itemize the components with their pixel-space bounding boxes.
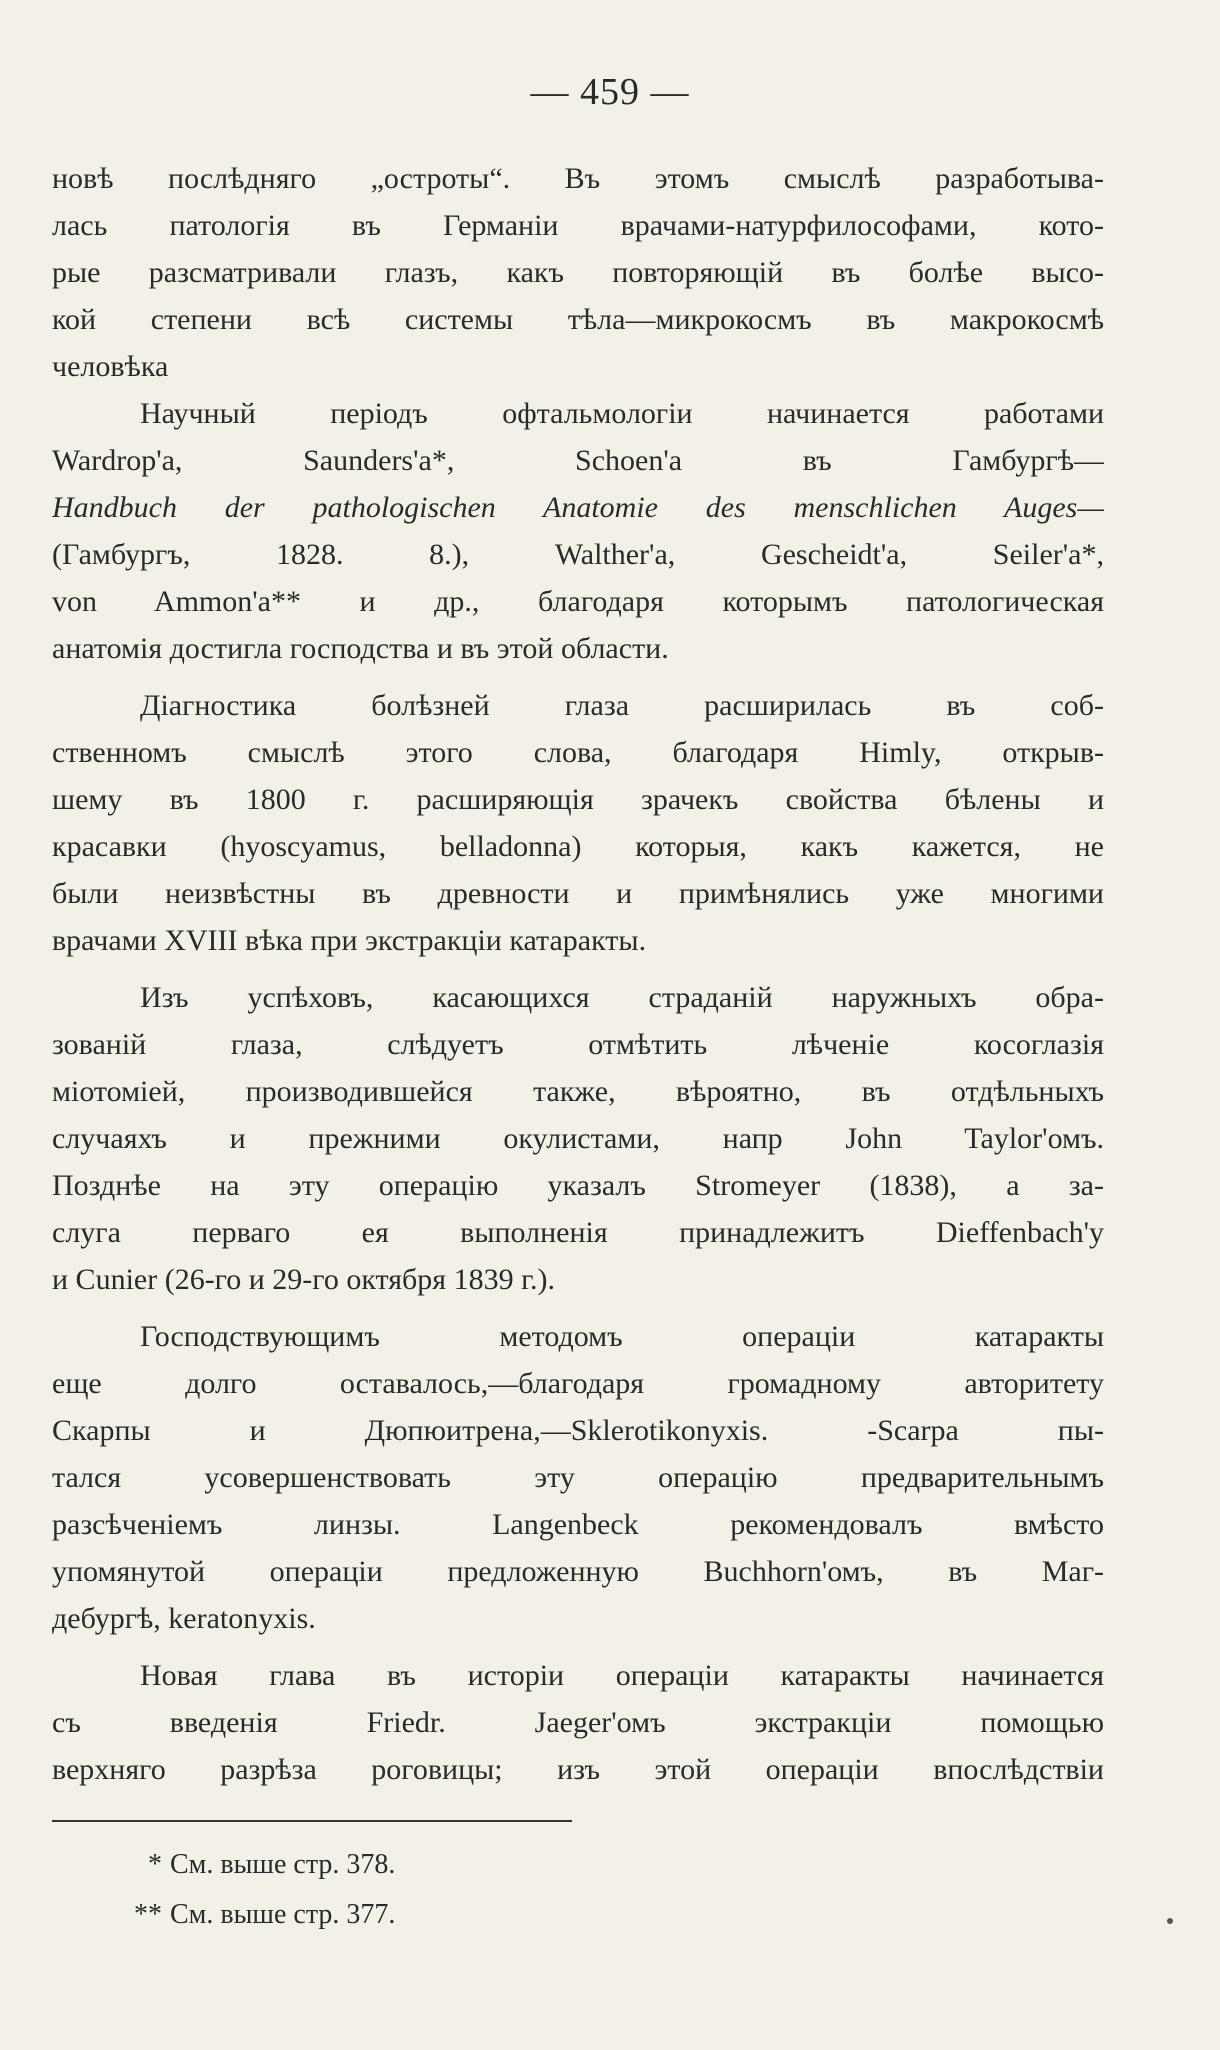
text-line: зованій глаза, слѣдуетъ отмѣтить лѣченіе косоглазія [52, 1028, 1104, 1061]
text-line: слуга перваго ея выполненія принадлежитъ Dieffenbach'y [52, 1216, 1104, 1249]
body-text [52, 155, 1104, 1793]
text-line: лась патологія въ Германіи врачами-натурфилософами, кото- [52, 209, 1104, 242]
text-line: Новая глава въ исторіи операціи катаракты начинается [140, 1659, 1104, 1692]
paragraph-3 [52, 682, 1104, 964]
footnote-mark: * [148, 1849, 162, 1880]
footnote-text: См. выше стр. 378. [170, 1849, 396, 1880]
text-line: Скарпы и Дюпюитрена,—Sklerotikonyxis. -Scarpa пы- [52, 1414, 1104, 1447]
text-line: новѣ послѣдняго „остроты“. Въ этомъ смыслѣ разработыва- [52, 162, 1104, 195]
footnote-text: См. выше стр. 377. [170, 1899, 396, 1930]
text-line: ственномъ смыслѣ этого слова, благодаря Himly, открыв- [52, 736, 1104, 769]
text-line: съ введенія Friedr. Jaeger'омъ экстракціи помощью [52, 1706, 1104, 1739]
text-line: рые разсматривали глазъ, какъ повторяющій въ болѣе высо- [52, 256, 1104, 289]
text-line: міотоміей, производившейся также, вѣроятно, въ отдѣльныхъ [52, 1075, 1104, 1108]
text-line: Діагностика болѣзней глаза расширилась въ соб- [140, 689, 1104, 722]
text-line: Wardrop'a, Saunders'a*, Schoen'a въ Гамбургѣ— [52, 444, 1104, 477]
text-line: von Ammon'a** и др., благодаря которымъ патологическая [52, 585, 1104, 618]
footnote-divider [52, 1820, 572, 1822]
footnote-mark: ** [134, 1899, 162, 1930]
text-line: дебургѣ, keratonyxis. [52, 1602, 316, 1635]
text-line: случаяхъ и прежними окулистами, напр John Taylor'омъ. [52, 1122, 1104, 1155]
paragraph-6 [52, 1652, 1104, 1793]
paragraph-2 [52, 390, 1104, 672]
text-line: верхняго разрѣза роговицы; изъ этой операціи впослѣдствіи [52, 1753, 1104, 1786]
paragraph-1 [52, 155, 1104, 390]
text-line: Handbuch der pathologischen Anatomie des menschlichen Auges— [52, 491, 1104, 524]
text-line: были неизвѣстны въ древности и примѣнялись уже многими [52, 877, 1104, 910]
footnotes [120, 1840, 395, 1940]
text-line: человѣка [52, 350, 169, 383]
text-line: Позднѣе на эту операцію указалъ Stromeyer (1838), а за- [52, 1169, 1104, 1202]
paragraph-4 [52, 974, 1104, 1303]
text-line: красавки (hyoscyamus, belladonna) которыя, какъ кажется, не [52, 830, 1104, 863]
text-line: кой степени всѣ системы тѣла—микрокосмъ въ макрокосмѣ [52, 303, 1104, 336]
page-number: — 459 — [530, 71, 690, 113]
text-line: еще долго оставалось,—благодаря громадному авторитету [52, 1367, 1104, 1400]
text-line: Господствующимъ методомъ операціи катаракты [140, 1320, 1104, 1353]
text-line: шему въ 1800 г. расширяющія зрачекъ свойства бѣлены и [52, 783, 1104, 816]
text-line: и Cunier (26-го и 29-го октября 1839 г.). [52, 1263, 556, 1296]
ink-speck [1167, 1918, 1173, 1924]
text-line: Научный періодъ офтальмологіи начинается работами [140, 397, 1104, 430]
text-line: (Гамбургъ, 1828. 8.), Walther'a, Gescheidt'a, Seiler'a*, [52, 538, 1104, 571]
text-line: упомянутой операціи предложенную Buchhorn'омъ, въ Маг- [52, 1555, 1104, 1588]
paragraph-5 [52, 1313, 1104, 1642]
text-line: тался усовершенствовать эту операцію предварительнымъ [52, 1461, 1104, 1494]
footnote-2 [120, 1890, 395, 1940]
footnote-1 [120, 1840, 395, 1890]
text-line: врачами XVIII вѣка при экстракціи катаракты. [52, 924, 647, 957]
text-line: разсѣченіемъ линзы. Langenbeck рекомендовалъ вмѣсто [52, 1508, 1104, 1541]
text-line: Изъ успѣховъ, касающихся страданій наружныхъ обра- [140, 981, 1104, 1014]
text-line: анатомія достигла господства и въ этой области. [52, 632, 669, 665]
